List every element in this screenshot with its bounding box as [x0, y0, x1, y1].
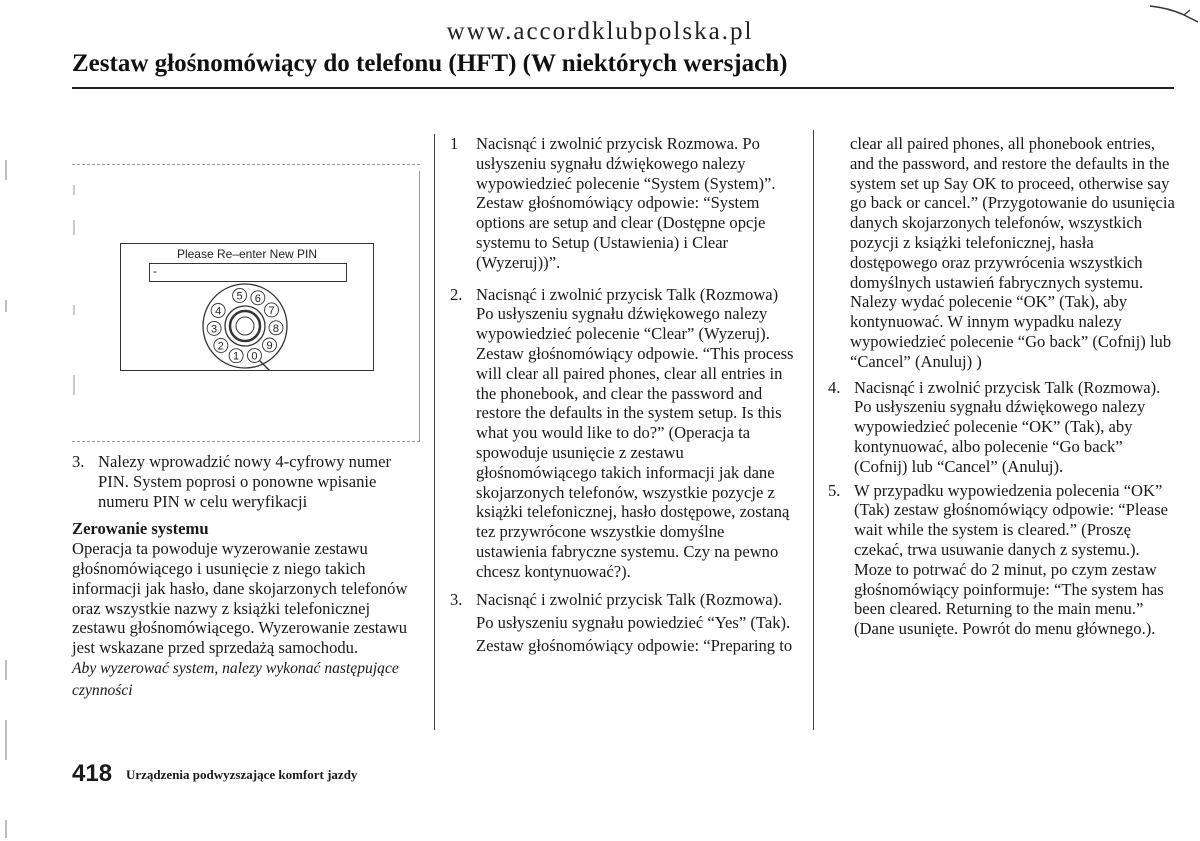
- screen-title: Please Re–enter New PIN: [176, 247, 318, 261]
- pin-input-box: [149, 263, 347, 282]
- step-number: 3.: [72, 452, 85, 471]
- dial-digit: 3: [211, 323, 218, 336]
- step-text: Nacisnąć i zwolnić przycisk Talk (Rozmowa) Po usłyszeniu sygnału dźwiękowego nalezy wypowiedzieć polecenie “Clear” (Wyzeruj). Zestaw głośnomówiący odpowie. “This process will clear all paired phones, clear all entries in the phonebook, and clear the password and restore the defaults in the system setup. Is this what you would like to do?” (Operacja ta spowoduje usunięcie z zestawu głośnomówiącego takich informacji jak dane skojarzonych telefonów, wszystkie pozycje z książki telefonicznej, hasło dostępowe, zostaną tez przywrócone wszystkie domyślne ustawienia fabryczne systemu. Czy na pewno chcesz kontynuować?).: [476, 284, 794, 581]
- column-right: [828, 134, 1176, 639]
- header-rule: [72, 87, 1174, 89]
- rotary-dial-icon: [199, 282, 291, 370]
- step-text: W przypadku wypowiedzenia polecenia “OK” (Tak) zestaw głośnomówiący odpowie: “Please wait while the system is cleared.” (Proszę czekać, trwa usuwanie danych z systemu.). Moze to potrwać do 2 minut, po czym zestaw głośnomówiący poinformuje: “The system has been cleared. Returning to the main menu.” (Dane usunięte. Powrót do menu głównego.).: [854, 480, 1169, 639]
- step-number: 5.: [828, 480, 841, 500]
- step-text: Nacisnąć i zwolnić przycisk Talk (Rozmowa). Po usłyszeniu sygnału dźwiękowego nalezy wypowiedzieć polecenie “OK” (Tak), aby kontynuować, albo polecenie “Go back” (Cofnij) lub “Cancel” (Anuluj).: [854, 377, 1161, 476]
- pin-cursor: -: [153, 264, 157, 278]
- scan-corner-mark: [1140, 0, 1200, 30]
- step-4: [828, 378, 1176, 477]
- instruction-note: Aby wyzerować system, nalezy wykonać następujące czynności: [72, 659, 399, 699]
- section-paragraph: Operacja ta powoduje wyzerowanie zestawu głośnomówiącego i usunięcie z niego takich informacji jak hasło, dane skojarzonych telefonów oraz wszystkie nazwy z książki telefonicznej zestawu głośnomówiącego. Wyzerowanie zestawu jest wskazane przed sprzedażą samochodu.: [72, 539, 408, 658]
- column-left: [72, 452, 422, 702]
- page-title: Zestaw głośnomówiący do telefonu (HFT) (W niektórych wersjach): [72, 50, 788, 77]
- site-url: www.accordklubpolska.pl: [446, 18, 754, 45]
- step-5: [828, 481, 1176, 639]
- scan-margin-ticks: [0, 0, 12, 841]
- column-divider: [434, 134, 435, 730]
- dial-digit: 2: [217, 340, 224, 353]
- dial-digit: 1: [233, 350, 240, 363]
- section-heading: Zerowanie systemu: [72, 519, 209, 539]
- step-1: [450, 134, 794, 273]
- figure-edge: [419, 171, 420, 441]
- step-text: Nalezy wprowadzić nowy 4-cyfrowy numer PIN. System poprosi o ponowne wpisanie numeru PIN w celu weryfikacji: [98, 452, 392, 511]
- dial-digit: 6: [254, 292, 261, 305]
- step-2: [450, 285, 794, 582]
- figure-left-ticks: [72, 165, 76, 441]
- column-middle: [450, 134, 794, 657]
- dial-digit: 8: [272, 322, 280, 335]
- step-3-enter-pin: [72, 452, 422, 511]
- page-number: 418: [72, 760, 113, 787]
- step-number: 4.: [828, 377, 841, 397]
- step-number: 3.: [450, 589, 463, 609]
- dial-digit: 9: [266, 339, 273, 352]
- dial-digit: 5: [236, 290, 243, 303]
- dial-digit: 7: [268, 304, 275, 317]
- pin-entry-figure: [72, 164, 420, 442]
- display-screen: [120, 243, 374, 371]
- section-name: Urządzenia podwyzszające komfort jazdy: [126, 767, 358, 782]
- dial-digit: 4: [215, 305, 222, 318]
- step-text: Nacisnąć i zwolnić przycisk Rozmowa. Po usłyszeniu sygnału dźwiękowego nalezy wypowiedzieć polecenie “System (System)”. Zestaw głośnomówiący odpowie: “System options are setup and clear (Dostępne opcje systemu to Setup (Ustawienia) i Clear (Wyzeruj))”.: [476, 134, 776, 272]
- column-divider: [813, 130, 814, 730]
- dial-digit: 0: [251, 350, 258, 363]
- step-text: Nacisnąć i zwolnić przycisk Talk (Rozmowa). Po usłyszeniu sygnału powiedzieć “Yes” (Tak). Zestaw głośnomówiący odpowie: “Preparing to: [476, 589, 793, 655]
- step-number: 1: [450, 134, 459, 153]
- step-number: 2.: [450, 284, 463, 304]
- step-3-continued: clear all paired phones, all phonebook entries, and the password, and restore the defaults in the system set up Say OK to proceed, otherwise say go back or cancel.” (Przygotowanie do usunięcia danych skojarzonych telefonów, wszystkich pozycji z książki telefonicznej, hasła dostępowego oraz przywrócenia wszystkich domyślnych ustawień fabrycznych systemu. Nalezy wydać polecenie “OK” (Tak), aby kontynuować. W innym wypadku nalezy wypowiedzieć polecenie “Go back” (Cofnij) lub “Cancel” (Anuluj) ): [850, 134, 1175, 371]
- step-3: [450, 588, 794, 657]
